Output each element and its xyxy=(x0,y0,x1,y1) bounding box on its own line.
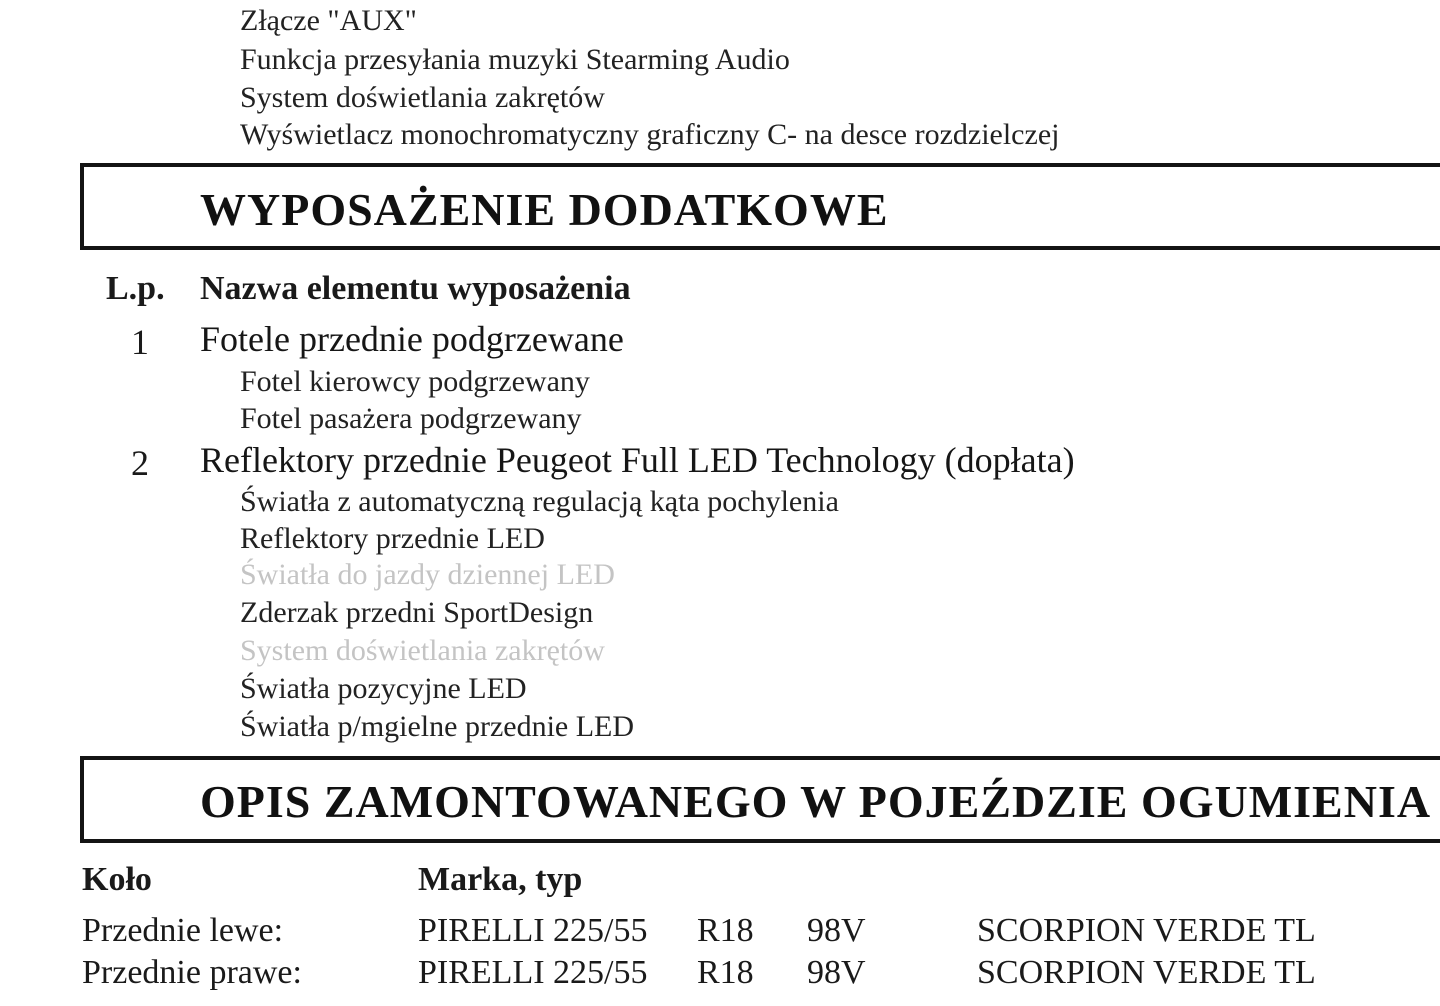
column-header-wheel: Koło xyxy=(82,861,152,898)
top-item: Wyświetlacz monochromatyczny graficzny C- na desce rozdzielczej xyxy=(240,118,1060,151)
sub-item: Zderzak przedni SportDesign xyxy=(240,596,594,629)
tyre-wheel: Przednie lewe: xyxy=(82,912,284,949)
tyre-model: SCORPION VERDE TL xyxy=(977,912,1316,949)
top-item: Funkcja przesyłania muzyki Stearming Audio xyxy=(240,43,790,76)
sub-item: Światła pozycyjne LED xyxy=(240,672,527,705)
tyre-brand: PIRELLI 225/55 xyxy=(418,954,648,991)
top-item: System doświetlania zakrętów xyxy=(240,81,605,114)
sub-item: Reflektory przednie LED xyxy=(240,522,545,555)
sub-item: System doświetlania zakrętów xyxy=(240,634,605,667)
tyre-index: 98V xyxy=(807,954,866,991)
top-item: Złącze "AUX" xyxy=(240,4,417,37)
item-number: 2 xyxy=(131,443,149,483)
item-title: Fotele przednie podgrzewane xyxy=(200,319,624,359)
section-title-tyres: OPIS ZAMONTOWANEGO W POJEŹDZIE OGUMIENIA xyxy=(200,776,1432,827)
sub-item: Światła p/mgielne przednie LED xyxy=(240,710,635,743)
sub-item: Fotel kierowcy podgrzewany xyxy=(240,365,590,398)
tyre-wheel: Przednie prawe: xyxy=(82,954,302,991)
tyre-rim: R18 xyxy=(697,912,754,949)
column-header-lp: L.p. xyxy=(106,270,165,307)
column-header-name: Nazwa elementu wyposażenia xyxy=(200,270,631,307)
section-title-extras: WYPOSAŻENIE DODATKOWE xyxy=(200,184,889,235)
tyre-index: 98V xyxy=(807,912,866,949)
tyre-brand: PIRELLI 225/55 xyxy=(418,912,648,949)
tyre-model: SCORPION VERDE TL xyxy=(977,954,1316,991)
item-title: Reflektory przednie Peugeot Full LED Technology (dopłata) xyxy=(200,440,1075,480)
sub-item: Fotel pasażera podgrzewany xyxy=(240,402,582,435)
tyre-rim: R18 xyxy=(697,954,754,991)
item-number: 1 xyxy=(131,322,149,362)
column-header-brand: Marka, typ xyxy=(418,861,583,898)
sub-item: Światła do jazdy dziennej LED xyxy=(240,558,615,591)
sub-item: Światła z automatyczną regulacją kąta pochylenia xyxy=(240,485,839,518)
